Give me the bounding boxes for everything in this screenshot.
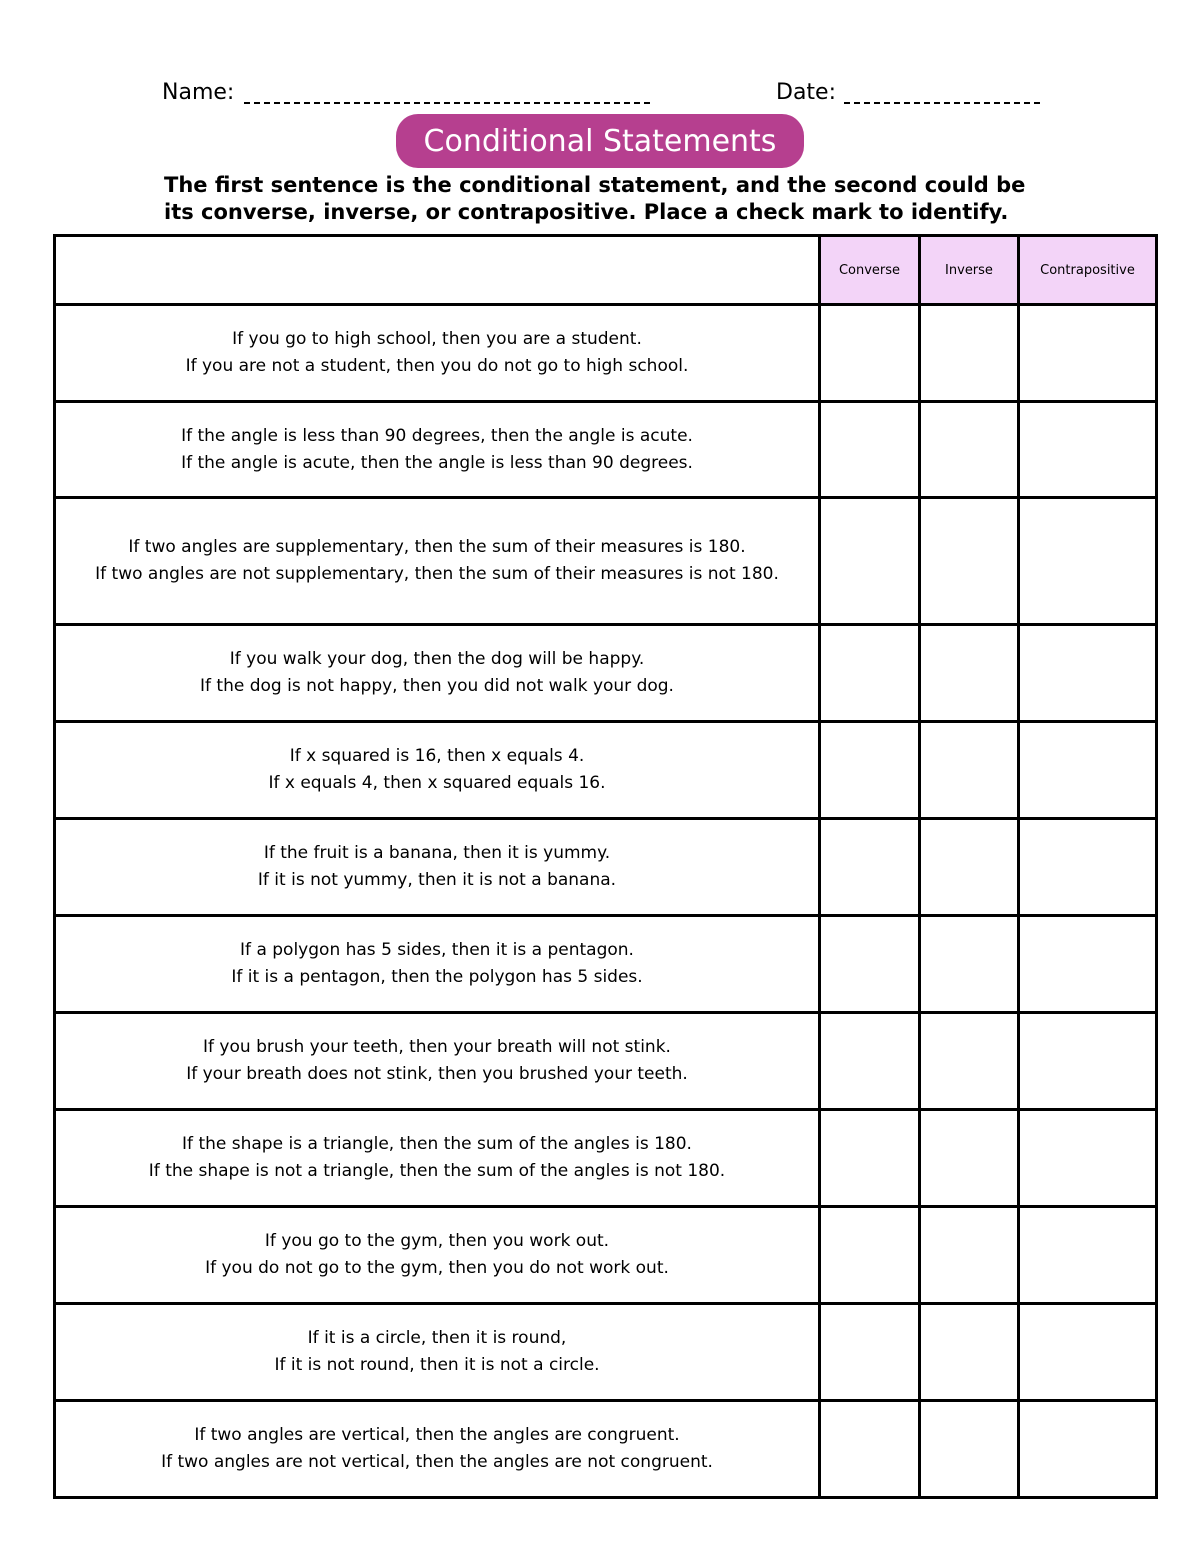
inverse-checkbox[interactable]: [920, 722, 1019, 819]
table-row: [55, 402, 1157, 498]
conditional-statement: If the shape is a triangle, then the sum of the angles is 180.: [182, 1134, 692, 1154]
conditional-statement: If the angle is less than 90 degrees, then the angle is acute.: [181, 425, 693, 446]
inverse-checkbox[interactable]: [920, 1110, 1019, 1207]
statement-cell: [55, 1110, 820, 1207]
related-statement: If your breath does not stink, then you brushed your teeth.: [186, 1064, 688, 1084]
converse-checkbox[interactable]: [820, 625, 920, 722]
statement-cell: [55, 402, 820, 498]
worksheet-title-text: Conditional Statements: [423, 123, 777, 159]
statement-cell: [55, 498, 820, 625]
contrapositive-checkbox[interactable]: [1019, 1401, 1157, 1498]
table-body: [55, 305, 1157, 1498]
related-statement: If the shape is not a triangle, then the sum of the angles is not 180.: [148, 1161, 726, 1181]
inverse-checkbox[interactable]: [920, 402, 1019, 498]
conditional-statement: If you brush your teeth, then your breath will not stink.: [203, 1037, 671, 1057]
statement-cell: [55, 1013, 820, 1110]
contrapositive-checkbox[interactable]: [1019, 1207, 1157, 1304]
table-header-row: [55, 236, 1157, 305]
conditional-statement: If you go to high school, then you are a student.: [232, 329, 642, 349]
contrapositive-checkbox[interactable]: [1019, 1304, 1157, 1401]
converse-header: Converse: [820, 236, 920, 305]
name-field[interactable]: [244, 102, 650, 104]
date-field[interactable]: [844, 102, 1040, 104]
statement-header-cell: [55, 236, 820, 305]
inverse-checkbox[interactable]: [920, 819, 1019, 916]
converse-checkbox[interactable]: [820, 305, 920, 402]
table-row: [55, 1013, 1157, 1110]
contrapositive-checkbox[interactable]: [1019, 498, 1157, 625]
related-statement: If you do not go to the gym, then you do not work out.: [205, 1258, 669, 1278]
inverse-checkbox[interactable]: [920, 625, 1019, 722]
conditional-statement: If you go to the gym, then you work out.: [264, 1231, 610, 1251]
converse-checkbox[interactable]: [820, 819, 920, 916]
instructions: The first sentence is the conditional statement, and the second could be its converse, inverse, or contrapositive. Place a check mark to identify.: [164, 173, 1026, 224]
inverse-checkbox[interactable]: [920, 916, 1019, 1013]
table-row: [55, 1207, 1157, 1304]
contrapositive-checkbox[interactable]: [1019, 625, 1157, 722]
table-row: [55, 1401, 1157, 1498]
converse-checkbox[interactable]: [820, 1110, 920, 1207]
inverse-checkbox[interactable]: [920, 1401, 1019, 1498]
table-row: [55, 498, 1157, 625]
inverse-checkbox[interactable]: [920, 1207, 1019, 1304]
conditional-statement: If x squared is 16, then x equals 4.: [289, 746, 585, 766]
contrapositive-checkbox[interactable]: [1019, 1110, 1157, 1207]
related-statement: If x equals 4, then x squared equals 16.: [268, 773, 606, 793]
conditional-statement: If it is a circle, then it is round,: [307, 1328, 567, 1348]
date-label: Date:: [776, 80, 836, 105]
inverse-checkbox[interactable]: [920, 498, 1019, 625]
inverse-checkbox[interactable]: [920, 305, 1019, 402]
related-statement: If two angles are not vertical, then the angles are not congruent.: [161, 1452, 713, 1472]
contrapositive-checkbox[interactable]: [1019, 916, 1157, 1013]
statement-cell: [55, 1207, 820, 1304]
related-statement: If two angles are not supplementary, then the sum of their measures is not 180.: [95, 564, 779, 584]
conditional-statement: If a polygon has 5 sides, then it is a pentagon.: [240, 940, 634, 960]
related-statement: If you are not a student, then you do not go to high school.: [185, 356, 689, 376]
related-statement: If it is not round, then it is not a circle.: [274, 1355, 600, 1375]
table-row: [55, 1110, 1157, 1207]
name-label: Name:: [162, 80, 235, 105]
contrapositive-checkbox[interactable]: [1019, 1013, 1157, 1110]
statement-cell: [55, 1304, 820, 1401]
header: [162, 80, 1042, 112]
converse-checkbox[interactable]: [820, 402, 920, 498]
statement-cell: [55, 305, 820, 402]
related-statement: If it is a pentagon, then the polygon has 5 sides.: [231, 967, 643, 987]
contrapositive-header: Contrapositive: [1019, 236, 1157, 305]
table-row: [55, 625, 1157, 722]
converse-checkbox[interactable]: [820, 1207, 920, 1304]
converse-checkbox[interactable]: [820, 498, 920, 625]
related-statement: If it is not yummy, then it is not a banana.: [257, 870, 617, 890]
contrapositive-checkbox[interactable]: [1019, 402, 1157, 498]
converse-checkbox[interactable]: [820, 1401, 920, 1498]
statement-cell: [55, 916, 820, 1013]
table-row: [55, 916, 1157, 1013]
inverse-header: Inverse: [920, 236, 1019, 305]
statement-cell: [55, 819, 820, 916]
conditional-statement: If the fruit is a banana, then it is yummy.: [263, 843, 611, 863]
converse-checkbox[interactable]: [820, 1013, 920, 1110]
related-statement: If the angle is acute, then the angle is less than 90 degrees.: [181, 452, 693, 473]
conditional-statement: If you walk your dog, then the dog will be happy.: [229, 649, 645, 669]
contrapositive-checkbox[interactable]: [1019, 819, 1157, 916]
worksheet-title: [396, 114, 804, 168]
worksheet-table: [53, 234, 1158, 1499]
related-statement: If the dog is not happy, then you did not walk your dog.: [200, 676, 674, 696]
statement-cell: [55, 1401, 820, 1498]
inverse-checkbox[interactable]: [920, 1304, 1019, 1401]
conditional-statement: If two angles are vertical, then the angles are congruent.: [194, 1425, 680, 1445]
contrapositive-checkbox[interactable]: [1019, 305, 1157, 402]
statement-cell: [55, 722, 820, 819]
conditional-statement: If two angles are supplementary, then the sum of their measures is 180.: [128, 537, 746, 557]
converse-checkbox[interactable]: [820, 1304, 920, 1401]
table-row: [55, 819, 1157, 916]
table-row: [55, 305, 1157, 402]
table-row: [55, 1304, 1157, 1401]
inverse-checkbox[interactable]: [920, 1013, 1019, 1110]
converse-checkbox[interactable]: [820, 916, 920, 1013]
contrapositive-checkbox[interactable]: [1019, 722, 1157, 819]
converse-checkbox[interactable]: [820, 722, 920, 819]
statement-cell: [55, 625, 820, 722]
table-row: [55, 722, 1157, 819]
